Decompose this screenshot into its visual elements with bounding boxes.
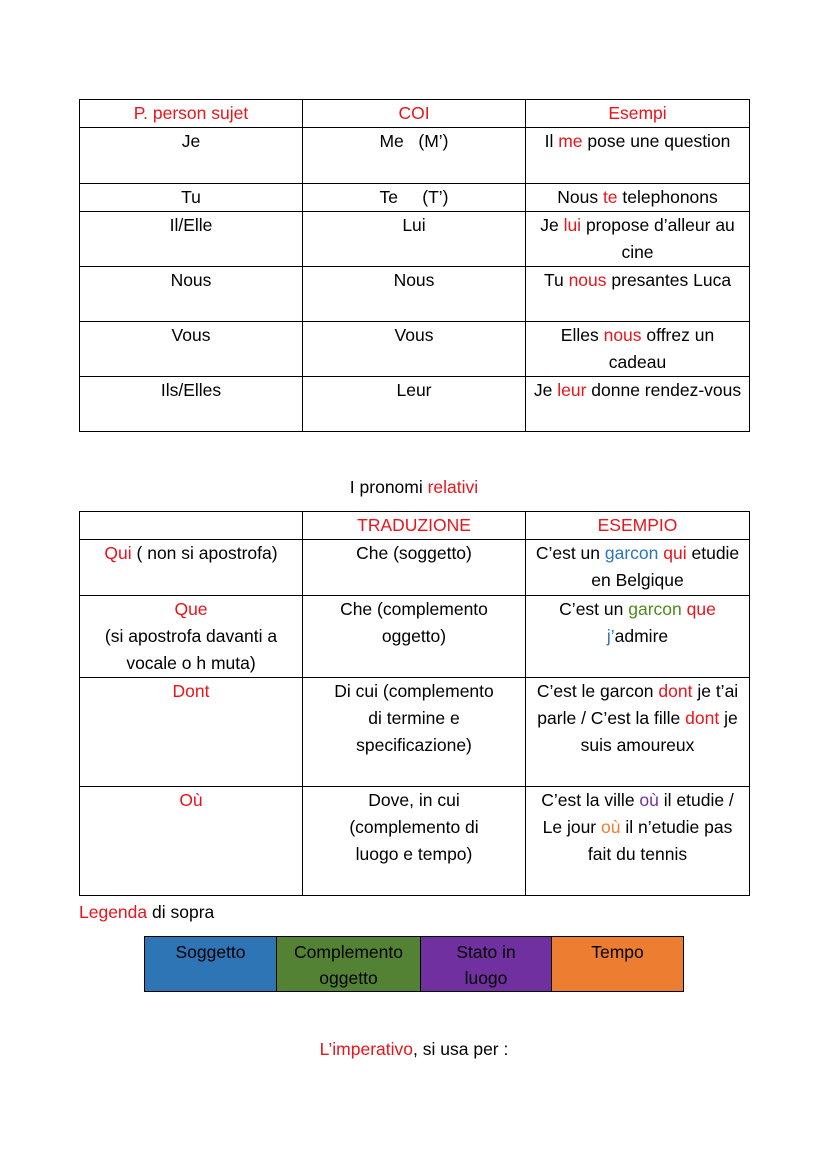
traduzione-cell: Di cui (complemento di termine e specificazione) bbox=[303, 678, 526, 787]
example-cell: Elles nous offrez un cadeau bbox=[526, 322, 750, 377]
esempio-cell: C’est la ville où il etudie / Le jour où il n’etudie pas fait du tennis bbox=[526, 787, 750, 896]
table-row bbox=[80, 267, 750, 322]
coi-pronouns-table bbox=[79, 99, 750, 432]
pronoun-cell: Dont bbox=[80, 678, 303, 787]
legend-soggetto: Soggetto bbox=[145, 937, 277, 991]
pronoun-cell: Qui ( non si apostrofa) bbox=[80, 540, 303, 596]
sujet-cell: Nous bbox=[80, 267, 303, 322]
color-legend bbox=[144, 936, 684, 992]
sujet-cell: Vous bbox=[80, 322, 303, 377]
table-row bbox=[80, 322, 750, 377]
sujet-cell: Je bbox=[80, 128, 303, 184]
coi-cell: Leur bbox=[303, 377, 526, 432]
pronoun-cell: Que (si apostrofa davanti a vocale o h muta) bbox=[80, 596, 303, 678]
coi-cell: Nous bbox=[303, 267, 526, 322]
header-coi: COI bbox=[303, 100, 526, 128]
table-row bbox=[80, 128, 750, 184]
sujet-cell: Ils/Elles bbox=[80, 377, 303, 432]
header-esempi: Esempi bbox=[526, 100, 750, 128]
esempio-cell: C’est le garcon dont je t’ai parle / C’est la fille dont je suis amoureux bbox=[526, 678, 750, 787]
esempio-cell: C’est un garcon que j’admire bbox=[526, 596, 750, 678]
traduzione-cell: Che (soggetto) bbox=[303, 540, 526, 596]
table-row bbox=[80, 184, 750, 212]
table-row-que bbox=[80, 596, 750, 678]
traduzione-cell: Che (complemento oggetto) bbox=[303, 596, 526, 678]
header-esempio: ESEMPIO bbox=[526, 512, 750, 540]
traduzione-cell: Dove, in cui (complemento di luogo e tempo) bbox=[303, 787, 526, 896]
legenda-label: Legenda di sopra bbox=[79, 902, 215, 922]
table-header-row bbox=[80, 512, 750, 540]
coi-cell: Vous bbox=[303, 322, 526, 377]
pronoun-cell: Où bbox=[80, 787, 303, 896]
esempio-cell: C’est un garcon qui etudie en Belgique bbox=[526, 540, 750, 596]
table-header-row bbox=[80, 100, 750, 128]
example-cell: Je lui propose d’alleur au cine bbox=[526, 212, 750, 267]
example-cell: Je leur donne rendez-vous bbox=[526, 377, 750, 432]
header-sujet: P. person sujet bbox=[80, 100, 303, 128]
table-row bbox=[80, 377, 750, 432]
legend-tempo: Tempo bbox=[552, 937, 683, 991]
example-cell: Nous te telephonons bbox=[526, 184, 750, 212]
table-row-qui bbox=[80, 540, 750, 596]
relative-pronouns-table bbox=[79, 511, 750, 896]
legend-complemento-oggetto: Complemento oggetto bbox=[277, 937, 421, 991]
coi-cell: Me (M’) bbox=[303, 128, 526, 184]
table-row-dont bbox=[80, 678, 750, 787]
coi-cell: Lui bbox=[303, 212, 526, 267]
table-row-ou bbox=[80, 787, 750, 896]
example-cell: Il me pose une question bbox=[526, 128, 750, 184]
header-empty bbox=[80, 512, 303, 540]
table-row bbox=[80, 212, 750, 267]
sujet-cell: Il/Elle bbox=[80, 212, 303, 267]
example-cell: Tu nous presantes Luca bbox=[526, 267, 750, 322]
coi-cell: Te (T’) bbox=[303, 184, 526, 212]
sujet-cell: Tu bbox=[80, 184, 303, 212]
header-traduzione: TRADUZIONE bbox=[303, 512, 526, 540]
imperativo-heading: L’imperativo, si usa per : bbox=[319, 1039, 509, 1059]
relativi-heading: I pronomi relativi bbox=[349, 477, 479, 497]
legend-stato-in-luogo: Stato in luogo bbox=[421, 937, 552, 991]
